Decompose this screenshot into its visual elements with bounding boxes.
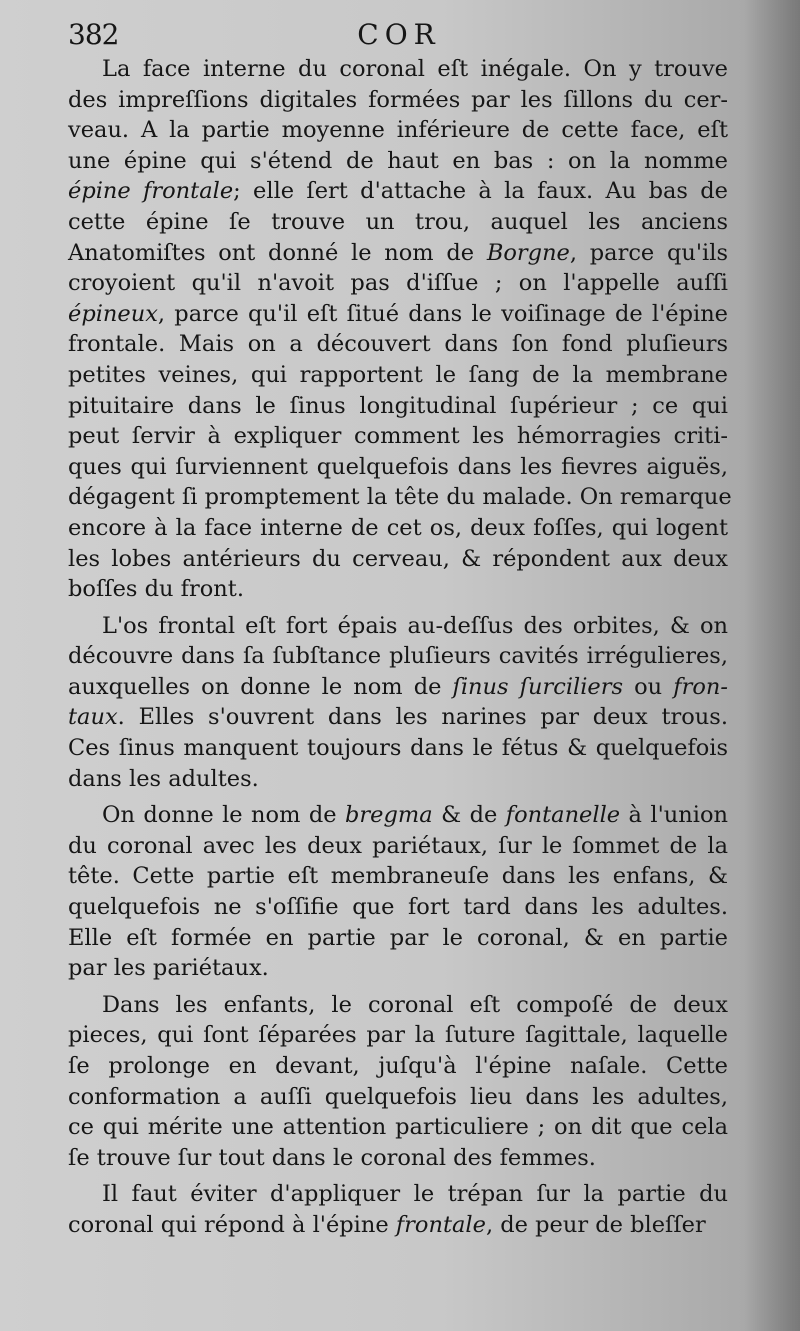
text-line xyxy=(68,672,728,703)
text-line xyxy=(68,1082,728,1113)
text-segment: ſe trouve ſur tout dans le coronal des femmes. xyxy=(68,1144,596,1171)
text-segment: quelquefois ne s'oſſifie que fort tard dans les adultes. xyxy=(68,894,728,921)
text-segment: L'os frontal eſt fort épais au-deſſus des orbites, & on xyxy=(102,612,728,639)
text-segment: pituitaire dans le ſinus longitudinal ſupérieur ; ce qui xyxy=(68,392,728,419)
text-segment: boſſes du front. xyxy=(68,576,244,603)
text-line xyxy=(68,641,728,672)
text-line xyxy=(68,115,728,146)
text-segment: croyoient qu'il n'avoit pas d'iſſue ; on l'appelle auſſi xyxy=(68,270,728,297)
text-line xyxy=(68,800,728,831)
text-segment: petites veines, qui rapportent le ſang de la membrane xyxy=(68,361,728,388)
text-segment: , de peur de bleſſer xyxy=(485,1211,706,1238)
text-line xyxy=(68,146,728,177)
text-line xyxy=(68,733,728,764)
body-text xyxy=(68,54,732,1241)
text-segment: ; elle ſert d'attache à la faux. Au bas de xyxy=(233,178,728,205)
text-segment: auxquelles on donne le nom de xyxy=(68,673,453,700)
page-number: 382 xyxy=(68,18,119,51)
paragraph xyxy=(68,611,728,795)
text-line xyxy=(68,1143,728,1174)
text-line xyxy=(68,953,728,984)
text-line xyxy=(68,299,728,330)
text-segment: , parce qu'il eſt ſitué dans le voiſinage de l'épine xyxy=(157,300,728,327)
text-segment: ques qui ſurviennent quelquefois dans les fievres aiguës, xyxy=(68,453,728,480)
text-line xyxy=(68,1112,728,1143)
text-segment: Anatomiſtes ont donné le nom de xyxy=(68,239,487,266)
text-line xyxy=(68,391,728,422)
text-line xyxy=(68,268,728,299)
text-segment: peut ſervir à expliquer comment les hémorragies criti- xyxy=(68,423,728,450)
italic-term: frontale xyxy=(395,1211,486,1238)
text-segment: découvre dans ſa ſubſtance pluſieurs cavités irrégulieres, xyxy=(68,643,728,670)
text-line xyxy=(68,1051,728,1082)
text-line xyxy=(68,329,728,360)
italic-term: bregma xyxy=(345,802,433,829)
text-segment: conformation a auſſi quelquefois lieu dans les adultes, xyxy=(68,1083,728,1110)
text-segment: ou xyxy=(623,673,674,700)
paragraph xyxy=(68,1179,728,1240)
text-segment: coronal qui répond à l'épine xyxy=(68,1211,396,1238)
text-segment: Ces ſinus manquent toujours dans le fétus & quelquefois xyxy=(68,735,728,762)
text-line xyxy=(68,702,728,733)
text-segment: . Elles s'ouvrent dans les narines par deux trous. xyxy=(117,704,728,731)
text-line xyxy=(68,360,728,391)
text-line xyxy=(68,54,728,85)
paragraph xyxy=(68,54,732,605)
text-segment: du coronal avec les deux pariétaux, ſur le ſommet de la xyxy=(68,832,728,859)
text-segment: On donne le nom de xyxy=(102,802,346,829)
italic-term: ſinus ſurciliers xyxy=(452,673,624,700)
italic-term: épine frontale xyxy=(68,178,234,205)
text-segment: cette épine ſe trouve un trou, auquel les anciens xyxy=(68,208,728,235)
italic-term: taux xyxy=(68,704,118,731)
text-segment: une épine qui s'étend de haut en bas : on la nomme xyxy=(68,147,728,174)
text-line xyxy=(68,611,728,642)
text-line xyxy=(68,764,728,795)
text-segment: Dans les enfants, le coronal eſt compoſé de deux xyxy=(102,991,728,1018)
text-segment: dégagent ſi promptement la tête du malade. On remarque xyxy=(68,484,732,511)
text-segment: , parce qu'ils xyxy=(569,239,728,266)
text-line xyxy=(68,861,728,892)
text-segment: frontale. Mais on a découvert dans ſon fond pluſieurs xyxy=(68,331,728,358)
text-line xyxy=(68,1020,728,1051)
text-line xyxy=(68,923,728,954)
text-line xyxy=(68,831,728,862)
italic-term: Borgne xyxy=(486,239,570,266)
text-line xyxy=(68,892,728,923)
text-segment: dans les adultes. xyxy=(68,765,259,792)
text-line xyxy=(68,452,728,483)
text-line xyxy=(68,238,728,269)
text-line xyxy=(68,1179,728,1210)
text-segment: ce qui mérite une attention particuliere ; on dit que cela xyxy=(68,1114,728,1141)
text-segment: les lobes antérieurs du cerveau, & répondent aux deux xyxy=(68,545,728,572)
text-line xyxy=(68,574,728,605)
italic-term: fontanelle xyxy=(505,802,621,829)
page-edge-shadow xyxy=(744,0,800,1331)
text-segment: encore à la face interne de cet os, deux foſſes, qui logent xyxy=(68,514,728,541)
text-segment: pieces, qui ſont ſéparées par la ſuture ſagittale, laquelle xyxy=(68,1022,728,1049)
text-line xyxy=(68,544,728,575)
text-segment: ſe prolonge en devant, juſqu'à l'épine naſale. Cette xyxy=(68,1053,728,1079)
text-segment: veau. A la partie moyenne inférieure de cette face, eſt xyxy=(68,117,728,144)
text-segment: & de xyxy=(432,802,506,829)
running-head: COR xyxy=(357,18,441,51)
text-segment: La face interne du coronal eſt inégale. On y trouve xyxy=(102,56,728,82)
text-line xyxy=(68,421,728,452)
text-segment: Il faut éviter d'appliquer le trépan ſur la partie du xyxy=(102,1181,728,1208)
text-line xyxy=(68,482,732,513)
text-line xyxy=(68,1210,728,1241)
text-segment: à l'union xyxy=(620,802,728,829)
italic-term: fron- xyxy=(673,673,729,700)
text-segment: Elle eſt formée en partie par le coronal, & en partie xyxy=(68,924,728,951)
text-segment: tête. Cette partie eſt membraneuſe dans les enfans, & xyxy=(68,863,728,890)
text-line xyxy=(68,176,728,207)
text-line xyxy=(68,990,728,1021)
text-segment: par les pariétaux. xyxy=(68,955,269,982)
text-line xyxy=(68,207,728,238)
page-header xyxy=(68,16,730,52)
italic-term: épineux xyxy=(68,300,158,327)
text-line xyxy=(68,85,728,116)
text-segment: des impreſſions digitales formées par les ſillons du cer- xyxy=(68,86,728,113)
paragraph xyxy=(68,990,728,1174)
text-line xyxy=(68,513,728,544)
paragraph xyxy=(68,800,728,984)
